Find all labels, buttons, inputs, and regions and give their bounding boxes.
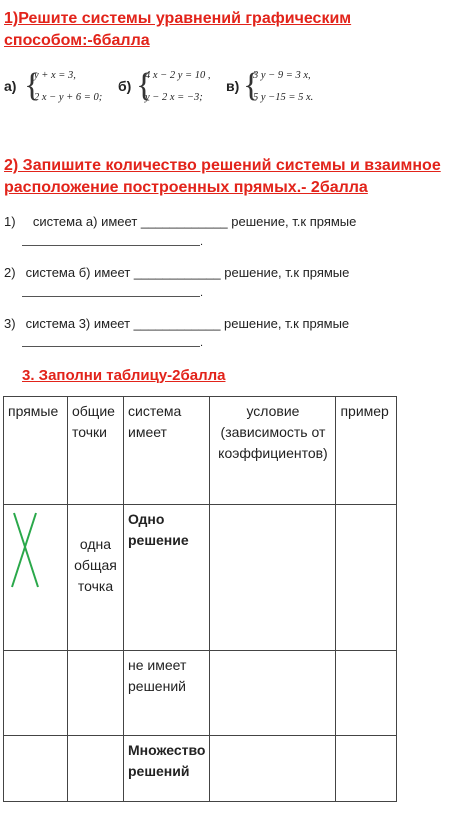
question-1-text: система а) имеет ____________ решение, т.к прямые [25,214,357,229]
period: . [200,287,204,299]
system-b-eq1: 4 x − 2 y = 10 , [145,70,211,81]
question-2-number: 2) [4,265,16,280]
system-a [4,66,134,106]
cell-system-has: Множество решений [124,736,210,802]
table-row [4,651,397,736]
table-row [4,736,397,802]
cell-example[interactable] [336,736,397,802]
system-v-eq1: 3 y − 9 = 3 x, [253,70,311,81]
system-v [226,66,346,106]
period: . [200,337,204,349]
system-a-eq1: y + x = 3, [34,70,76,81]
system-v-label: в) [226,78,240,94]
cell-example[interactable] [336,651,397,736]
cell-condition[interactable] [210,505,336,651]
cell-system-has: не имеет решений [124,651,210,736]
header-system-has: система имеет [124,397,210,505]
question-2-text: система б) имеет ____________ решение, т.к прямые [25,265,350,280]
header-common-points: общие точки [68,397,124,505]
header-example: пример [336,397,397,505]
question-1-number: 1) [4,214,16,229]
section-2-title: 2) Запишите количество решений системы и взаимное расположение построенных прямых.- 2балла [4,157,441,196]
cell-lines [4,505,68,651]
answer-line [22,346,200,347]
answer-line [22,245,200,246]
cell-condition[interactable] [210,736,336,802]
section-1-title: 1)Решите системы уравнений графическим способом:-6балла [4,10,352,49]
brace-icon: { [136,67,153,104]
cell-common-points[interactable] [68,651,124,736]
system-b-label: б) [118,78,132,94]
header-condition: условие (зависимость от коэффициентов) [210,397,336,505]
cell-lines[interactable] [4,651,68,736]
section-3-title: 3. Заполни таблицу-2балла [22,367,226,384]
system-b-eq2: y − 2 x = −3; [145,92,203,103]
brace-icon: { [243,67,260,104]
question-3-text: система 3) имеет ____________ решение, т.к прямые [25,316,350,331]
brace-icon: { [24,67,41,104]
intersecting-lines-icon [4,505,59,644]
header-lines: прямые [4,397,68,505]
question-3 [4,315,464,333]
table-header-row [4,397,397,505]
cell-lines[interactable] [4,736,68,802]
table-row [4,505,397,651]
lines-table [3,396,397,802]
cell-common-points[interactable] [68,736,124,802]
cell-example[interactable] [336,505,397,651]
question-2 [4,264,464,282]
cell-condition[interactable] [210,651,336,736]
system-b [118,66,228,106]
system-v-eq2: 5 y −15 = 5 x. [253,92,314,103]
system-a-eq2: 2 x − y + 6 = 0; [34,92,103,103]
cell-system-has: Одно решение [124,505,210,651]
period: . [200,236,204,248]
question-3-number: 3) [4,316,16,331]
question-1 [4,213,464,231]
answer-line [22,296,200,297]
cell-common-points[interactable]: одна общая точка [68,505,124,651]
system-a-label: а) [4,78,17,94]
